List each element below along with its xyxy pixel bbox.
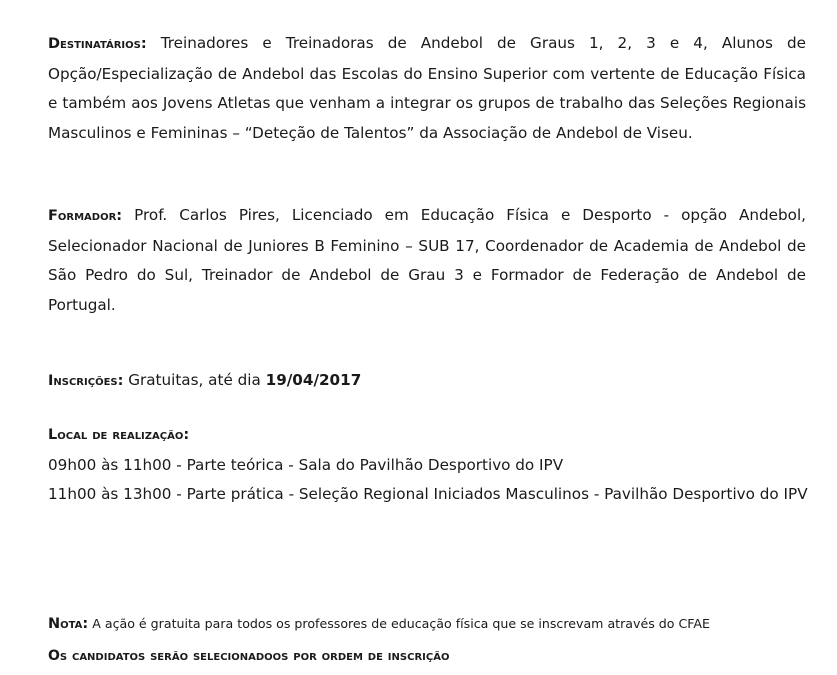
inscricoes-date: 19/04/2017 (265, 371, 362, 389)
selection-notice-text: Os candidatos serão selecionadoos por ordem de inscrição (48, 648, 450, 664)
formador-text: Prof. Carlos Pires, Licenciado em Educação Física e Desporto - opção Andebol, Selecionador Nacional de Juniores B Feminino – SUB 17, Coordenador de Academia de Andebol de São Pedro do Sul, Treinador de Andebol de Grau 3 e Formador de Federação de Andebol de Portugal. (48, 206, 806, 314)
inscricoes-label: Inscrições: (48, 373, 124, 389)
selection-notice (48, 644, 449, 667)
formador-paragraph (48, 201, 806, 320)
local-label: Local de realização: (48, 427, 190, 443)
inscricoes-text: Gratuitas, até dia (123, 371, 266, 389)
nota-line (48, 612, 710, 635)
formador-label: Formador: (48, 208, 123, 224)
destinatarios-text: Treinadores e Treinadoras de Andebol de Graus 1, 2, 3 e 4, Alunos de Opção/Especialização de Andebol das Escolas do Ensino Superior com vertente de Educação Física e também aos Jovens Atletas que venham a integrar os grupos de trabalho das Seleções Regionais Masculinos e Femininas – “Deteção de Talentos” da Associação de Andebol de Viseu. (48, 34, 806, 142)
schedule-line-text: 09h00 às 11h00 - Parte teórica - Sala do Pavilhão Desportivo do IPV (48, 456, 564, 474)
nota-label: Nota: (48, 616, 89, 632)
local-heading (48, 420, 189, 451)
destinatarios-paragraph (48, 29, 806, 148)
nota-text: A ação é gratuita para todos os professores de educação física que se inscrevam através do CFAE (88, 616, 710, 631)
inscricoes-line (48, 366, 361, 397)
schedule-line (48, 480, 808, 510)
schedule-line-text: 11h00 às 13h00 - Parte prática - Seleção Regional Iniciados Masculinos - Pavilhão Desportivo do IPV (48, 485, 808, 503)
schedule-line (48, 451, 563, 481)
destinatarios-label: Destinatários: (48, 36, 147, 52)
